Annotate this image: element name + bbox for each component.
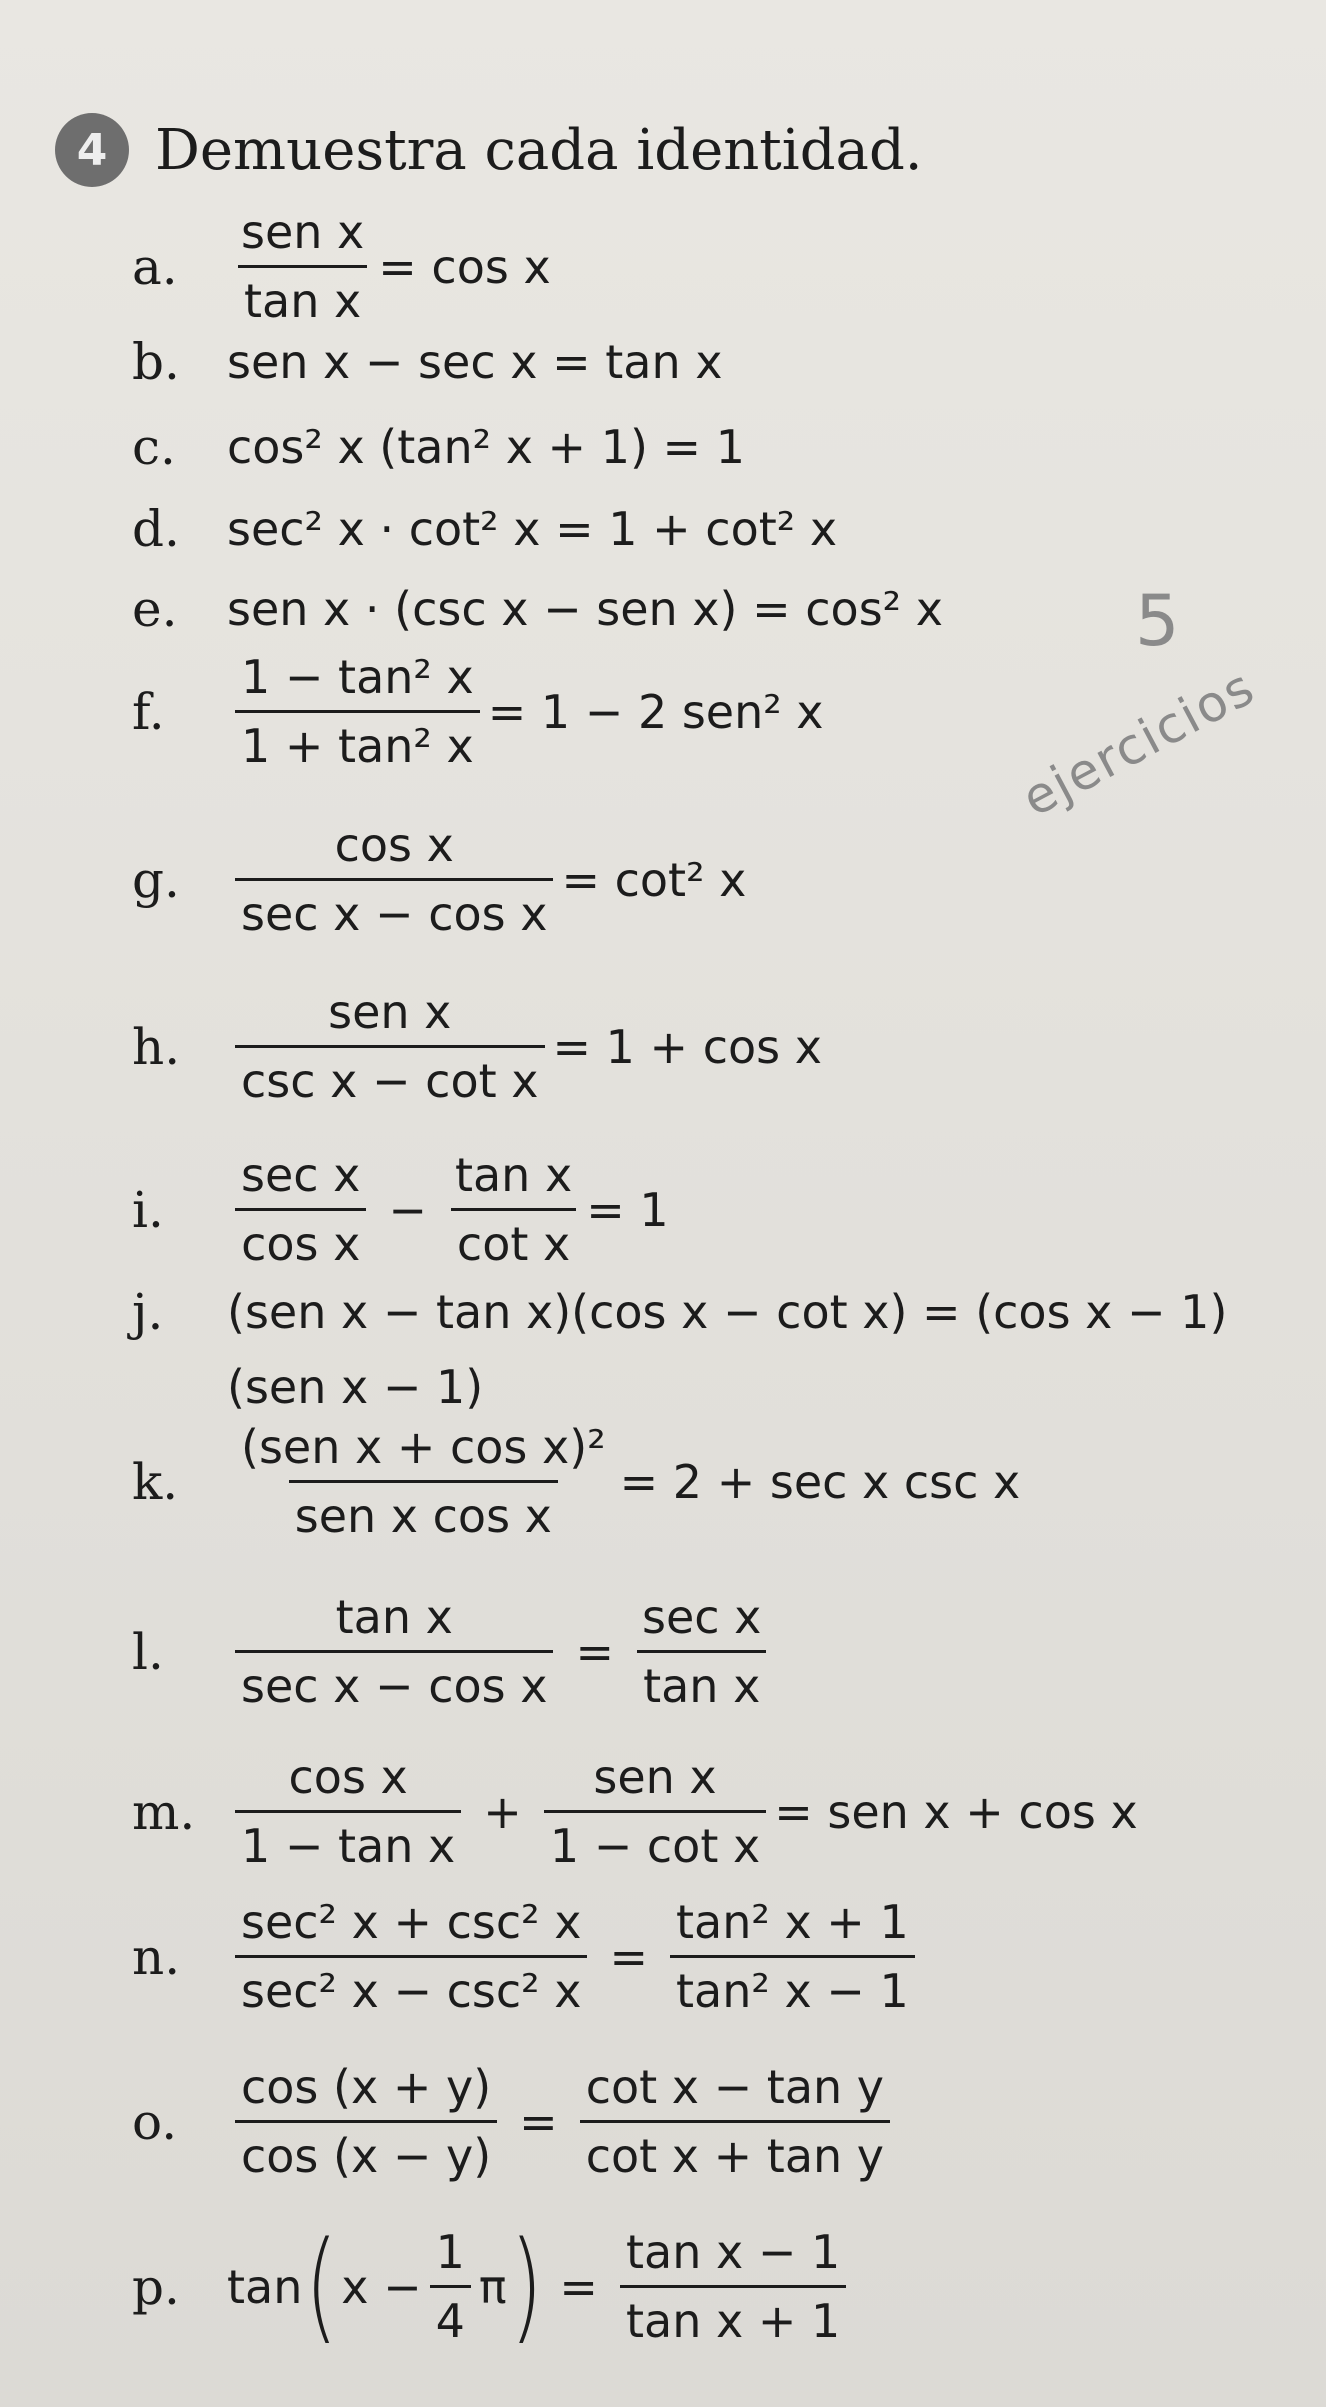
denominator: tan x (238, 265, 367, 328)
item-label: d. (132, 500, 180, 558)
item-label: j. (132, 1283, 164, 1341)
left-paren: ( (305, 2216, 339, 2356)
expression: sen x · (csc x − sen x) = cos² x (227, 582, 943, 636)
fraction (235, 650, 480, 773)
item-label: g. (132, 850, 180, 909)
numerator: tan x (454, 1148, 573, 1202)
fraction (620, 2225, 846, 2348)
right-side: = 1 + cos x (552, 1019, 822, 1074)
identity-c (132, 418, 745, 476)
denominator: tan² x − 1 (670, 1955, 915, 2018)
denominator: tan x (637, 1650, 766, 1713)
numerator: tan² x + 1 (676, 1895, 909, 1949)
item-label: b. (132, 333, 180, 391)
expression: sec² x · cot² x = 1 + cot² x (227, 502, 838, 556)
denominator: 1 + tan² x (235, 710, 480, 773)
fraction (544, 1750, 766, 1873)
equals-sign: = (575, 1624, 614, 1679)
fraction (235, 2060, 497, 2183)
identity-m (132, 1750, 1138, 1873)
numerator: cos x (288, 1750, 408, 1804)
tan-function: tan (227, 2259, 303, 2314)
denominator: sec² x − csc² x (235, 1955, 587, 2018)
inner-left: x − (341, 2259, 422, 2314)
denominator: csc x − cot x (235, 1045, 545, 1108)
fraction (235, 1750, 461, 1873)
identity-o (132, 2060, 898, 2183)
denominator: sen x cos x (289, 1480, 558, 1543)
handwritten-note: ejercicios (1012, 657, 1265, 828)
item-label: f. (132, 682, 165, 741)
numerator: sen x (241, 205, 365, 259)
exercise-header (55, 110, 923, 190)
item-label: n. (132, 1927, 181, 1986)
fraction (235, 1148, 366, 1271)
identity-k (132, 1420, 1020, 1543)
right-paren: ) (509, 2216, 543, 2356)
denominator: 4 (430, 2285, 471, 2348)
numerator: sec² x + csc² x (241, 1895, 582, 1949)
numerator: sec x (641, 1590, 762, 1644)
identity-n (132, 1895, 923, 2018)
item-label: l. (132, 1622, 164, 1681)
identity-l (132, 1590, 775, 1713)
item-label: m. (132, 1782, 196, 1841)
fraction (235, 818, 553, 941)
identity-f (132, 650, 824, 773)
pi-symbol: π (478, 2259, 507, 2314)
item-label: e. (132, 580, 178, 638)
fraction (235, 1895, 587, 2018)
exercise-number-badge: 4 (55, 113, 129, 187)
fraction (449, 1148, 578, 1271)
numerator: cos x (334, 818, 454, 872)
denominator: cos x (235, 1208, 366, 1271)
equals-sign: = (519, 2094, 558, 2149)
operator: − (388, 1182, 427, 1237)
identity-j (132, 1283, 1227, 1341)
identity-b (132, 333, 722, 391)
fraction (636, 1590, 767, 1713)
numerator: 1 − tan² x (241, 650, 474, 704)
expression: sen x − sec x = tan x (227, 335, 723, 389)
item-label: c. (132, 418, 176, 476)
equals-sign: = (559, 2259, 598, 2314)
denominator: cot x + tan y (580, 2120, 890, 2183)
denominator: sec x − cos x (235, 1650, 553, 1713)
identity-a (132, 205, 551, 328)
identity-e (132, 580, 943, 638)
right-side: = 1 − 2 sen² x (487, 684, 824, 739)
identity-d (132, 500, 837, 558)
fraction (235, 985, 545, 1108)
item-label: h. (132, 1017, 181, 1076)
identity-g (132, 818, 746, 941)
denominator: cot x (451, 1208, 576, 1271)
right-side: = sen x + cos x (774, 1784, 1138, 1839)
expression: (sen x − tan x)(cos x − cot x) = (cos x − 1) (227, 1285, 1228, 1339)
denominator: 1 − cot x (544, 1810, 766, 1873)
item-label: i. (132, 1180, 164, 1239)
expression: cos² x (tan² x + 1) = 1 (227, 420, 745, 474)
handwritten-number: 5 (1135, 580, 1180, 662)
denominator: 1 − tan x (235, 1810, 461, 1873)
numerator: sen x (328, 985, 452, 1039)
right-side: = cot² x (561, 852, 747, 907)
fraction (235, 205, 370, 328)
fraction (235, 1420, 612, 1543)
denominator: tan x + 1 (620, 2285, 846, 2348)
numerator: tan x − 1 (625, 2225, 841, 2279)
fraction (670, 1895, 915, 2018)
identity-p (132, 2216, 854, 2356)
numerator: sen x (593, 1750, 717, 1804)
identity-i (132, 1148, 669, 1271)
numerator: cos (x + y) (241, 2060, 492, 2114)
identity-j-continuation: (sen x − 1) (227, 1360, 484, 1414)
right-side: = cos x (378, 239, 551, 294)
fraction (580, 2060, 890, 2183)
numerator: sec x (241, 1148, 361, 1202)
identity-h (132, 985, 822, 1108)
item-label: p. (132, 2257, 180, 2316)
item-label: k. (132, 1452, 179, 1511)
numerator: cot x − tan y (585, 2060, 885, 2114)
fraction (430, 2225, 471, 2348)
numerator: 1 (435, 2225, 465, 2279)
fraction (235, 1590, 553, 1713)
right-side: = 2 + sec x csc x (619, 1454, 1021, 1509)
operator: + (483, 1784, 522, 1839)
exercise-title: Demuestra cada identidad. (155, 117, 923, 183)
right-side: = 1 (586, 1182, 669, 1237)
denominator: cos (x − y) (235, 2120, 497, 2183)
denominator: sec x − cos x (235, 878, 553, 941)
numerator: tan x (335, 1590, 453, 1644)
item-label: o. (132, 2092, 178, 2151)
equals-sign: = (609, 1929, 649, 1984)
numerator: (sen x + cos x)² (241, 1420, 606, 1474)
item-label: a. (132, 237, 178, 296)
